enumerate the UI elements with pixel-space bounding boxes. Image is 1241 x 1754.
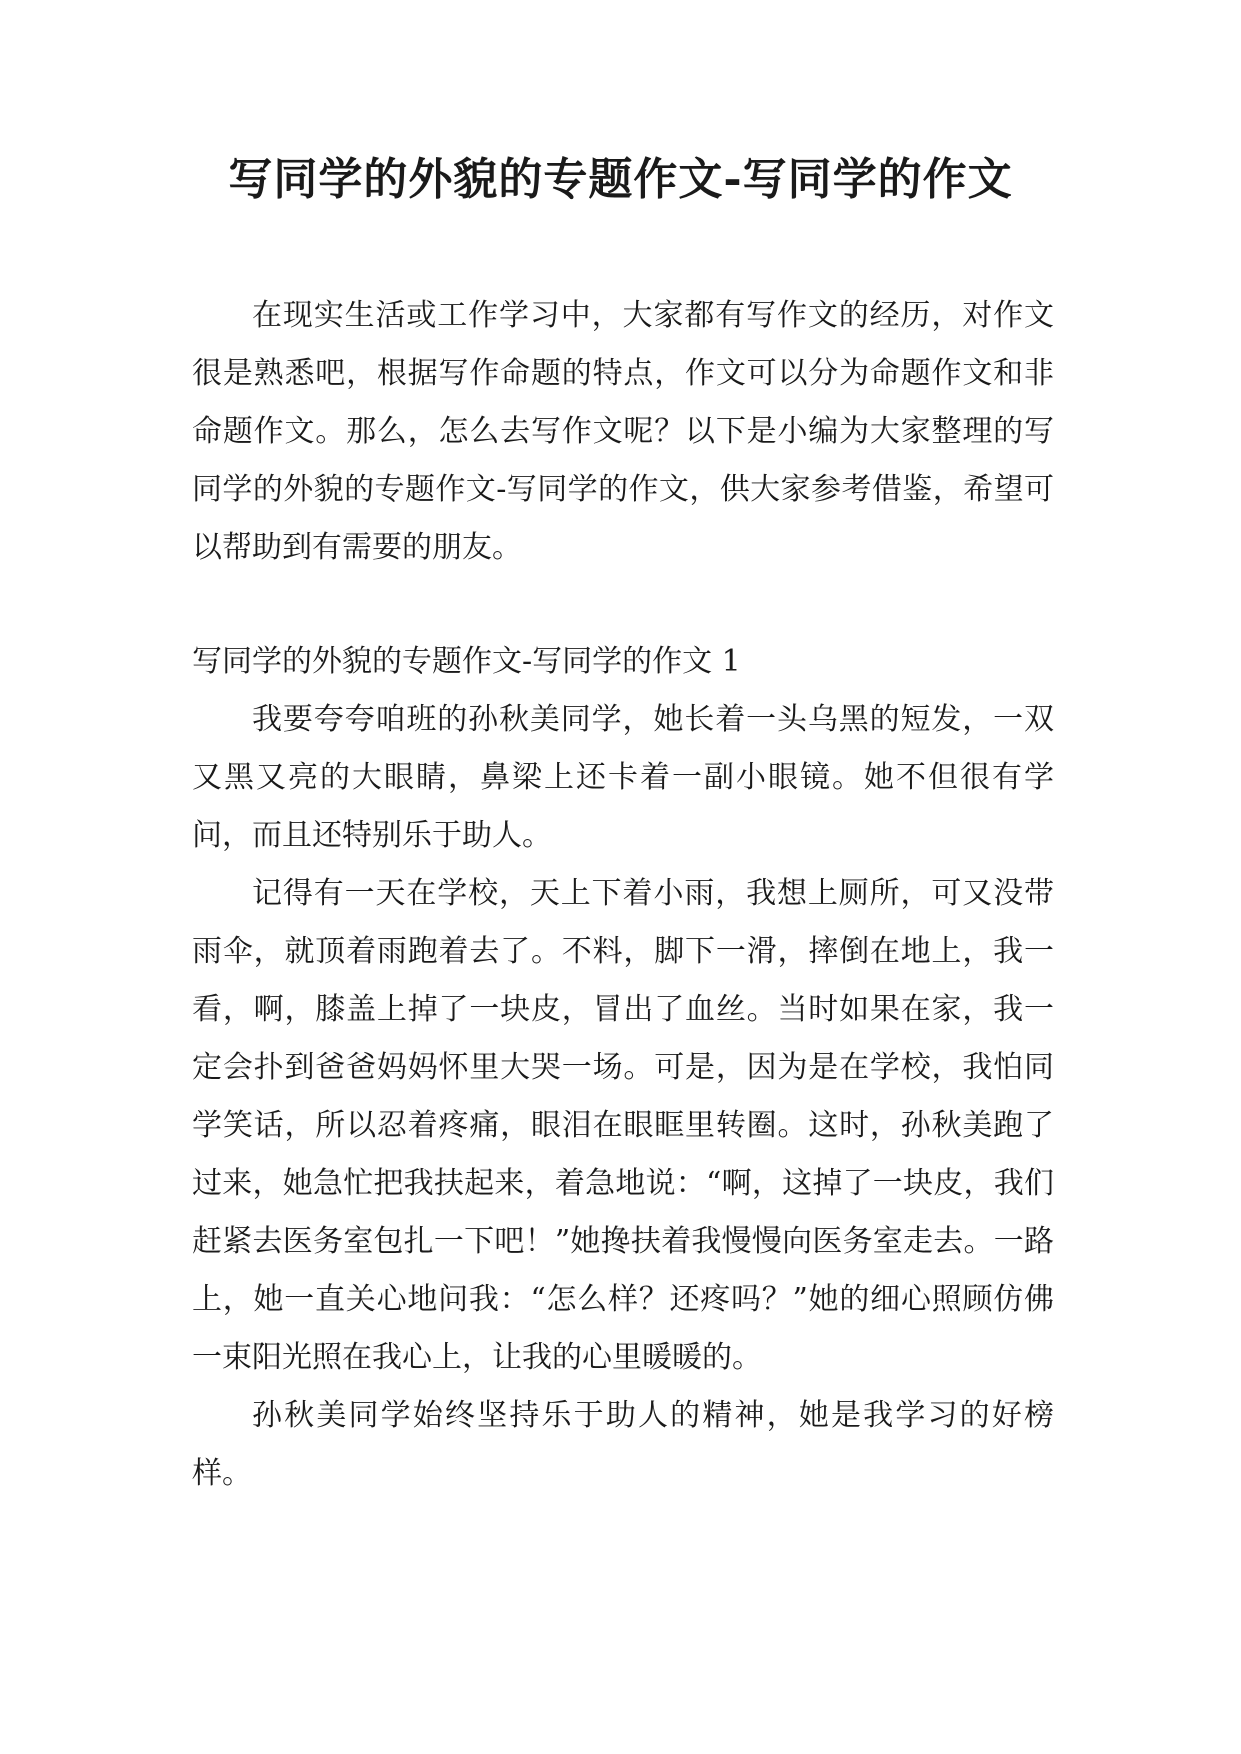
document-body	[192, 287, 1054, 1503]
intro-paragraph: 在现实生活或工作学习中，大家都有写作文的经历，对作文很是熟悉吧，根据写作命题的特点，作文可以分为命题作文和非命题作文。那么，怎么去写作文呢？以下是小编为大家整理的写同学的外貌的专题作文-写同学的作文，供大家参考借鉴，希望可以帮助到有需要的朋友。	[192, 298, 1054, 565]
body-paragraph-3: 孙秋美同学始终坚持乐于助人的精神，她是我学习的好榜样。	[192, 1398, 1054, 1491]
body-paragraph-1: 我要夸夸咱班的孙秋美同学，她长着一头乌黑的短发，一双又黑又亮的大眼睛，鼻梁上还卡着一副小眼镜。她不但很有学问，而且还特别乐于助人。	[192, 702, 1054, 853]
document-title: 写同学的外貌的专题作文-写同学的作文	[228, 154, 1013, 205]
body-paragraph-2: 记得有一天在学校，天上下着小雨，我想上厕所，可又没带雨伞，就顶着雨跑着去了。不料，脚下一滑，摔倒在地上，我一看，啊，膝盖上掉了一块皮，冒出了血丝。当时如果在家，我一定会扑到爸爸妈妈怀里大哭一场。可是，因为是在学校，我怕同学笑话，所以忍着疼痛，眼泪在眼眶里转圈。这时，孙秋美跑了过来，她急忙把我扶起来，着急地说：“啊，这掉了一块皮，我们赶紧去医务室包扎一下吧！”她搀扶着我慢慢向医务室走去。一路上，她一直关心地问我：“怎么样？还疼吗？”她的细心照顾仿佛一束阳光照在我心上，让我的心里暖暖的。	[192, 876, 1054, 1375]
section-heading: 写同学的外貌的专题作文-写同学的作文 1	[192, 644, 741, 679]
